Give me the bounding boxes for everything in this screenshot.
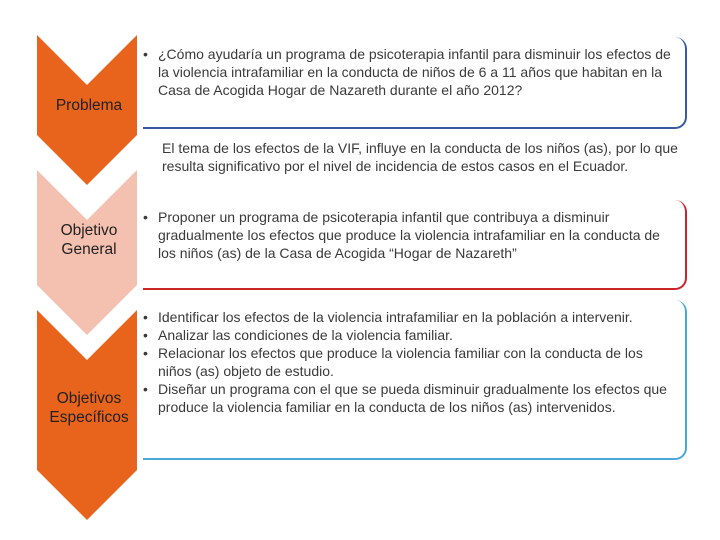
- objetivo-especifico-item: • Identificar los efectos de la violencia intrafamiliar en la población a intervenir.: [143, 308, 679, 326]
- objetivos-especificos-box: [143, 300, 687, 460]
- objetivo-especifico-item: • Diseñar un programa con el que se pueda disminuir gradualmente los efectos que produce la violencia familiar en la conducta de los niños (as) intervenidos.: [143, 380, 679, 416]
- objetivo-general-box: [143, 200, 687, 290]
- objetivo-general-bullet: • Proponer un programa de psicoterapia infantil que contribuya a disminuir gradualmente los efectos que produce la violencia intrafamiliar en la conducta de los niños (as) de la Casa de Acogida “Hogar de Nazareth”: [143, 208, 679, 262]
- label-problema: Problema: [55, 97, 123, 114]
- problema-paragraph: El tema de los efectos de la VIF, influye en la conducta de los niños (as), por lo que resulta significativo por el nivel de incidencia de estos casos en el Ecuador.: [162, 140, 678, 174]
- label-objetivo-general: Objetivo General: [60, 222, 118, 258]
- label-objetivos-especificos: Objetivos Específicos: [49, 390, 129, 426]
- objetivo-especifico-item: • Relacionar los efectos que produce la violencia familiar con la conducta de los niños (as) objeto de estudio.: [143, 344, 679, 380]
- problema-box: [143, 37, 687, 129]
- problema-bullet: • ¿Cómo ayudaría un programa de psicoterapia infantil para disminuir los efectos de la violencia intrafamiliar en la conducta de niños de 6 a 11 años que habitan en la Casa de Acogida Hogar de Nazareth durante el año 2012?: [143, 45, 679, 99]
- objetivo-especifico-item: • Analizar las condiciones de la violencia familiar.: [143, 326, 679, 344]
